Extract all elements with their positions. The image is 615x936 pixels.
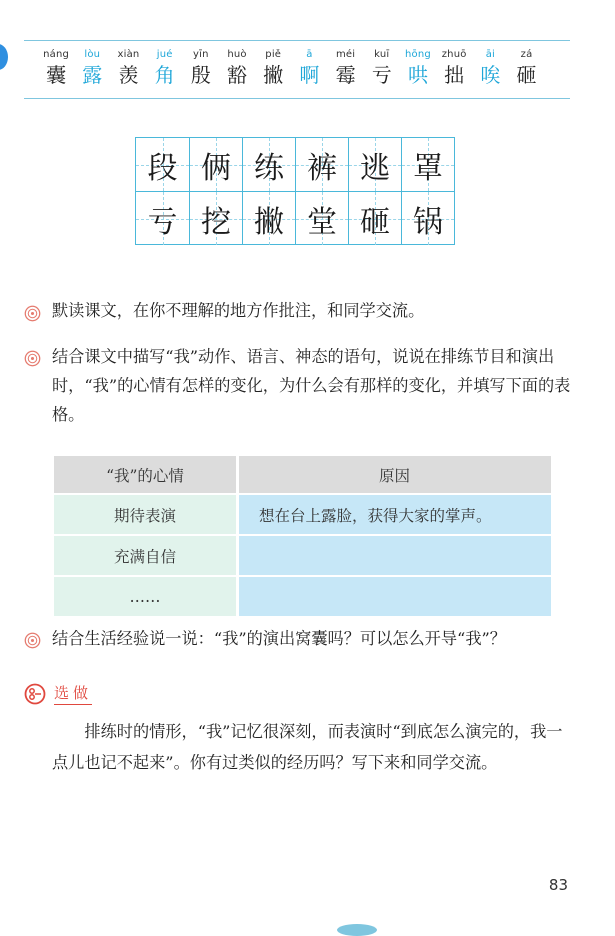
vocab-item [508, 48, 544, 88]
grid-character: 亏 [147, 204, 178, 240]
table-cell-reason-blank[interactable] [238, 535, 552, 576]
mood-table [54, 456, 551, 616]
vocab-item [436, 48, 472, 88]
writing-practice-grid [135, 137, 455, 245]
page-number: 83 [548, 876, 568, 894]
optional-task-text: 排练时的情形，“我”记忆很深刻，而表演时“到底怎么演完的，我一点儿也记不起来”。你有过类似的经历吗？写下来和同学交流。 [52, 722, 563, 772]
table-cell-reason-blank[interactable] [238, 576, 552, 616]
grid-character: 裤 [307, 150, 337, 186]
bottom-decoration [337, 924, 377, 936]
grid-character: 锅 [413, 204, 443, 240]
vocab-item [472, 48, 508, 88]
grid-character: 砸 [360, 204, 390, 240]
grid-character: 罩 [413, 150, 443, 186]
question-bullet-icon [24, 350, 41, 367]
table-header-reason: 原因 [238, 456, 552, 494]
optional-section-label: 选做 [54, 682, 92, 705]
vocab-item [328, 48, 364, 88]
vocab-pinyin: xiàn [117, 49, 140, 60]
vocab-pinyin: zá [520, 49, 533, 60]
vocab-item [74, 48, 110, 88]
vocab-character: 羡 [118, 63, 139, 87]
vocab-pinyin: lòu [84, 49, 101, 60]
vocab-item [364, 48, 400, 88]
vocab-pinyin: āi [485, 49, 495, 60]
vocab-item [110, 48, 146, 88]
grid-cell [401, 138, 454, 191]
vocab-pinyin: jué [156, 49, 173, 60]
vocab-item [291, 48, 327, 88]
grid-character: 练 [254, 150, 284, 186]
grid-cell [295, 138, 348, 191]
grid-character: 堂 [307, 204, 337, 240]
vocab-pinyin: yīn [193, 49, 209, 60]
vocab-item [38, 48, 74, 88]
vocab-item [400, 48, 436, 88]
vocab-character: 啊 [299, 63, 320, 87]
vocab-pinyin: piě [265, 49, 282, 60]
grid-character: 段 [147, 150, 178, 186]
table-header-mood: “我”的心情 [54, 456, 238, 494]
vocab-character: 拙 [444, 63, 465, 87]
question-bullet-icon [24, 305, 41, 322]
table-row [54, 576, 551, 616]
grid-cell [295, 192, 348, 245]
grid-cell [401, 192, 454, 245]
grid-cell [136, 138, 189, 191]
vocab-character: 殷 [190, 63, 211, 87]
vocab-item [255, 48, 291, 88]
vocab-character: 霉 [335, 63, 356, 87]
table-cell-mood: …… [54, 576, 238, 616]
corner-tab-decoration [0, 44, 8, 70]
vocab-character: 撇 [263, 63, 284, 87]
question-1-text: 默读课文，在你不理解的地方作批注，和同学交流。 [52, 301, 425, 320]
vocab-character: 亏 [371, 63, 392, 87]
vocab-character: 角 [154, 63, 175, 87]
vocab-item [183, 48, 219, 88]
grid-cell [189, 138, 242, 191]
table-row [54, 535, 551, 576]
vocab-bottom-rule [24, 98, 570, 99]
grid-cell [242, 138, 295, 191]
vocab-pinyin: méi [335, 49, 356, 60]
grid-cell [242, 192, 295, 245]
question-2-text: 结合课文中描写“我”动作、语言、神态的语句，说说在排练节目和演出时，“我”的心情有怎样的变化，为什么会有那样的变化，并填写下面的表格。 [52, 347, 571, 424]
grid-character: 挖 [201, 204, 231, 240]
grid-cell [189, 192, 242, 245]
vocab-pinyin: kuī [374, 49, 390, 60]
grid-cell [348, 138, 401, 191]
vocab-character: 豁 [227, 63, 248, 87]
table-cell-mood: 期待表演 [54, 494, 238, 535]
vocab-pinyin: ā [306, 49, 313, 60]
vocab-character: 囊 [46, 63, 67, 87]
vocab-item [219, 48, 255, 88]
vocab-character: 哄 [407, 63, 428, 87]
vocab-character: 唉 [480, 63, 501, 87]
grid-character: 撇 [254, 204, 284, 240]
vocab-character: 露 [82, 63, 103, 87]
table-row [54, 494, 551, 535]
question-bullet-icon [24, 632, 41, 649]
optional-task-icon [24, 683, 46, 705]
optional-section-header [24, 682, 92, 705]
question-3-text: 结合生活经验说一说：“我”的演出窝囊吗？可以怎么开导“我”？ [52, 629, 506, 648]
grid-row [136, 138, 454, 191]
vocab-pinyin: huò [227, 49, 247, 60]
vocab-pinyin: hōng [404, 49, 431, 60]
grid-cell [348, 192, 401, 245]
table-cell-reason: 想在台上露脸，获得大家的掌声。 [238, 494, 552, 535]
grid-character: 俩 [201, 150, 231, 186]
vocab-item [147, 48, 183, 88]
grid-character: 逃 [360, 150, 390, 186]
vocab-character: 砸 [516, 63, 537, 87]
grid-cell [136, 192, 189, 245]
vocab-pinyin: náng [43, 49, 70, 60]
vocab-pinyin-row [38, 48, 545, 88]
vocab-top-rule [24, 40, 570, 41]
vocab-pinyin: zhuō [441, 49, 467, 60]
table-cell-mood: 充满自信 [54, 535, 238, 576]
grid-row [136, 191, 454, 245]
